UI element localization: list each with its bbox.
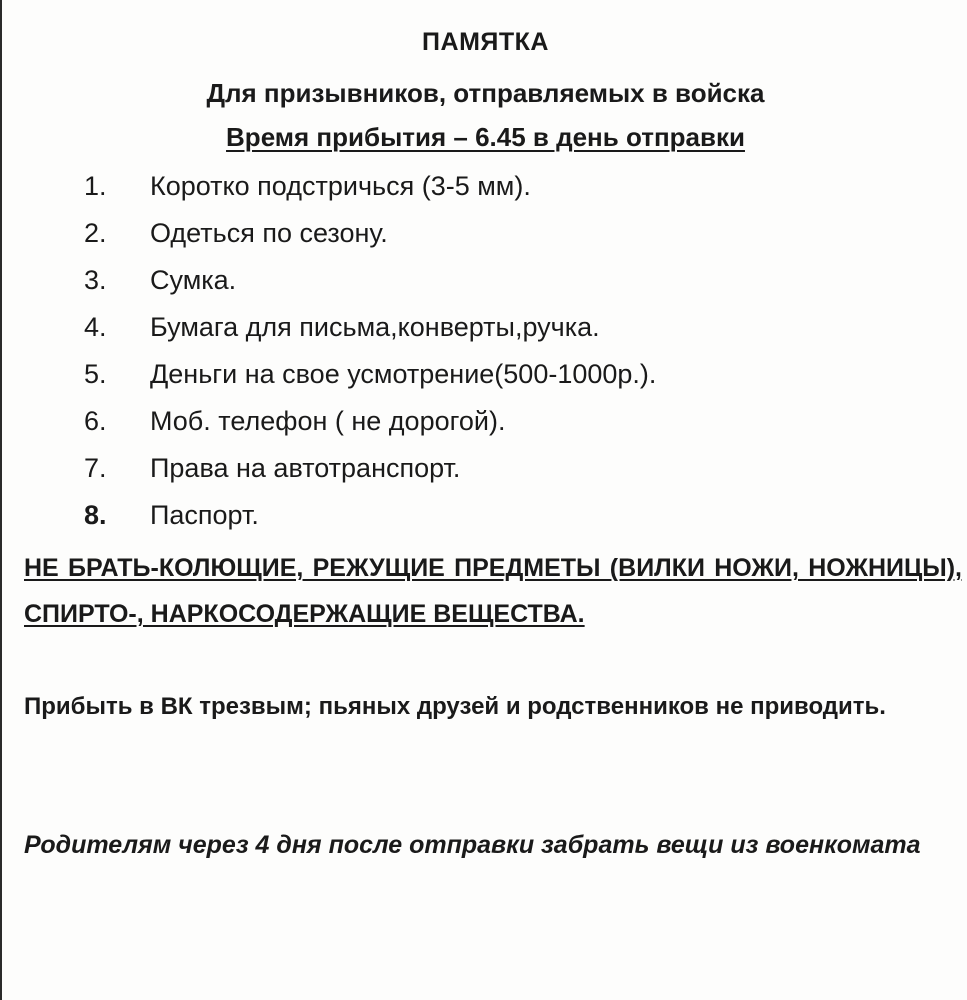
list-item-text: Бумага для письма,конверты,ручка. <box>150 312 600 342</box>
list-item-text: Паспорт. <box>150 500 259 530</box>
list-item-number: 1. <box>84 171 107 201</box>
prohibited-items-warning: НЕ БРАТЬ-КОЛЮЩИЕ, РЕЖУЩИЕ ПРЕДМЕТЫ (ВИЛКИ НОЖИ, НОЖНИЦЫ), СПИРТО-, НАРКОСОДЕРЖАЩИЕ ВЕЩЕСТВА. <box>24 554 962 628</box>
list-item-number: 4. <box>84 312 107 342</box>
list-item-number: 5. <box>84 359 107 389</box>
list-item-number: 3. <box>84 265 107 295</box>
list-item-text: Одеться по сезону. <box>150 218 388 248</box>
list-item-text: Деньги на свое усмотрение(500-1000р.). <box>150 359 657 389</box>
list-item-number: 7. <box>84 453 107 483</box>
memo-subtitle: Для призывников, отправляемых в войска <box>206 78 765 108</box>
list-item-number: 8. <box>84 500 107 530</box>
sober-arrival-note: Прибыть в ВК трезвым; пьяных друзей и родственников не приводить. <box>24 693 886 720</box>
list-item-text: Сумка. <box>150 265 237 295</box>
list-item-number: 2. <box>84 218 107 248</box>
list-item-text: Коротко подстричься (3-5 мм). <box>150 171 531 201</box>
list-item-number: 6. <box>84 406 107 436</box>
list-item-text: Моб. телефон ( не дорогой). <box>150 406 506 436</box>
list-item-text: Права на автотранспорт. <box>150 453 461 483</box>
memo-title: ПАМЯТКА <box>422 28 549 56</box>
arrival-time: Время прибытия – 6.45 в день отправки <box>226 122 745 152</box>
parents-note: Родителям через 4 дня после отправки забрать вещи из военкомата <box>24 831 921 859</box>
